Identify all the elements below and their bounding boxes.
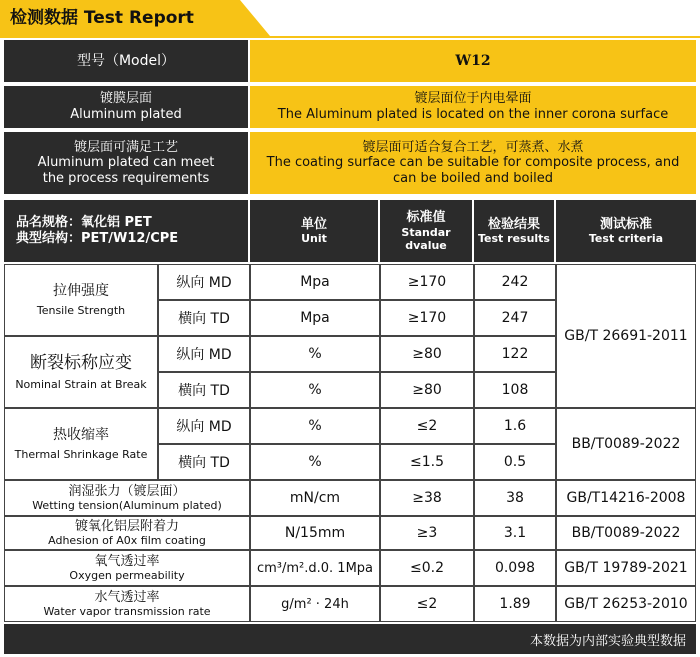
- tensile-name-cn: 拉伸强度: [53, 283, 109, 299]
- crit-header-cell: [556, 200, 696, 262]
- water-std-text: ≤2: [416, 596, 438, 612]
- water-res-text: 1.89: [499, 596, 531, 612]
- shrink-td-std-text: ≤1.5: [410, 454, 444, 470]
- water-std: [380, 586, 474, 622]
- spec-header-cell: [4, 200, 248, 262]
- adhesion-std-text: ≥3: [416, 525, 438, 541]
- tensile-md-unit: [250, 264, 380, 300]
- water-unit: [250, 586, 380, 622]
- model-value: W12: [455, 52, 491, 69]
- adhesion-unit: [250, 516, 380, 550]
- adhesion-crit-text: BB/T0089-2022: [571, 525, 681, 541]
- oxygen-name-cn: 氧气透过率: [94, 553, 160, 569]
- shrink-criteria: BB/T0089-2022: [571, 436, 681, 452]
- water-name-cell: [4, 586, 250, 622]
- std-header-cn: 标准值: [406, 210, 446, 226]
- mech-criteria-cell: [556, 264, 696, 408]
- process-value-cell: [250, 132, 696, 194]
- strain-td-unit: [250, 372, 380, 408]
- adhesion-std: [380, 516, 474, 550]
- strain-name-cell: [4, 336, 158, 408]
- wetting-name-cell: [4, 480, 250, 516]
- shrink-td-dir-text: 横向 TD: [178, 455, 230, 471]
- shrink-md-res: [474, 408, 556, 444]
- plating-value-cell: [250, 86, 696, 128]
- adhesion-res: [474, 516, 556, 550]
- strain-md-std: [380, 336, 474, 372]
- tensile-md-std: [380, 264, 474, 300]
- shrink-name-cn: 热收缩率: [53, 427, 109, 443]
- footer-bar: [4, 624, 696, 654]
- shrink-md-std-text: ≤2: [416, 418, 438, 434]
- tensile-name-en: Tensile Strength: [36, 303, 126, 317]
- shrink-td-unit: [250, 444, 380, 480]
- process-label-en-2: the process requirements: [42, 170, 210, 186]
- oxygen-crit: [556, 550, 696, 586]
- tensile-td-res-text: 247: [501, 310, 529, 326]
- footer-note: 本数据为内部实验典型数据: [529, 633, 686, 649]
- shrink-md-unit-text: %: [308, 418, 322, 434]
- page-title: 检测数据 Test Report: [10, 8, 194, 28]
- oxygen-res-text: 0.098: [494, 560, 536, 576]
- wetting-std: [380, 480, 474, 516]
- process-label-cn: 镀层面可满足工艺: [73, 139, 178, 155]
- process-value-en-1: The coating surface can be suitable for composite process, and: [266, 155, 680, 171]
- adhesion-unit-text: N/15mm: [284, 525, 346, 541]
- strain-td-unit-text: %: [308, 382, 322, 398]
- wetting-crit-text: GB/T14216-2008: [566, 490, 686, 506]
- tensile-md-res-text: 242: [501, 274, 529, 290]
- shrink-md-dir: [158, 408, 250, 444]
- wetting-name-cn: 润湿张力（镀层面）: [68, 483, 186, 499]
- res-header-cell: [474, 200, 554, 262]
- strain-md-std-text: ≥80: [412, 346, 442, 362]
- model-label-cell: [4, 40, 248, 82]
- water-name-cn: 水气透过率: [94, 589, 160, 605]
- plating-label-cell: [4, 86, 248, 128]
- std-header-en: Standar dvalue: [401, 225, 451, 252]
- tensile-td-unit-text: Mpa: [300, 310, 330, 326]
- oxygen-unit: [250, 550, 380, 586]
- tensile-md-res: [474, 264, 556, 300]
- report-header: [0, 0, 700, 36]
- shrink-td-dir: [158, 444, 250, 480]
- shrink-td-unit-text: %: [308, 454, 322, 470]
- adhesion-name-cn: 镀氧化铝层附着力: [74, 518, 179, 534]
- oxygen-crit-text: GB/T 19789-2021: [564, 560, 688, 576]
- res-header-cn: 检验结果: [487, 216, 540, 232]
- adhesion-name-en: Adhesion of A0x film coating: [48, 534, 206, 548]
- shrink-md-dir-text: 纵向 MD: [176, 419, 232, 435]
- strain-name-cn: 断裂标称应变: [30, 353, 132, 374]
- model-value-cell: [250, 40, 696, 82]
- plating-label-cn: 镀膜层面: [99, 91, 152, 107]
- wetting-crit: [556, 480, 696, 516]
- wetting-std-text: ≥38: [412, 490, 442, 506]
- wetting-unit-text: mN/cm: [289, 490, 341, 506]
- mech-criteria: GB/T 26691-2011: [564, 328, 688, 344]
- process-value-cn: 镀层面可适合复合工艺，可蒸煮、水煮: [362, 139, 584, 155]
- shrink-md-unit: [250, 408, 380, 444]
- unit-header-cell: [250, 200, 378, 262]
- tensile-md-unit-text: Mpa: [300, 274, 330, 290]
- strain-md-unit: [250, 336, 380, 372]
- process-label-en-1: Aluminum plated can meet: [37, 155, 215, 171]
- plating-value-en: The Aluminum plated is located on the inner corona surface: [277, 107, 669, 122]
- wetting-res: [474, 480, 556, 516]
- shrink-criteria-cell: [556, 408, 696, 480]
- strain-td-res-text: 108: [501, 382, 529, 398]
- unit-header-en: Unit: [301, 232, 327, 246]
- water-res: [474, 586, 556, 622]
- tensile-md-std-text: ≥170: [407, 274, 447, 290]
- adhesion-res-text: 3.1: [503, 525, 527, 541]
- water-unit-text: g/m² · 24h: [281, 596, 349, 612]
- model-label: 型号（Model）: [76, 52, 176, 69]
- shrink-name-en: Thermal Shrinkage Rate: [14, 447, 148, 461]
- process-value-en-2: can be boiled and boiled: [393, 170, 553, 186]
- tensile-td-std: [380, 300, 474, 336]
- plating-value-cn: 镀层面位于内电晕面: [414, 91, 532, 107]
- tensile-td-res: [474, 300, 556, 336]
- strain-md-res-text: 122: [501, 346, 529, 362]
- shrink-name-cell: [4, 408, 158, 480]
- adhesion-crit: [556, 516, 696, 550]
- shrink-md-std: [380, 408, 474, 444]
- tensile-td-dir: [158, 300, 250, 336]
- strain-td-res: [474, 372, 556, 408]
- strain-td-std: [380, 372, 474, 408]
- shrink-td-res-text: 0.5: [503, 454, 527, 470]
- wetting-res-text: 38: [506, 490, 524, 506]
- oxygen-unit-text: cm³/m².d.0. 1Mpa: [256, 560, 374, 576]
- shrink-td-std: [380, 444, 474, 480]
- strain-md-dir-text: 纵向 MD: [176, 347, 232, 363]
- crit-header-en: Test criteria: [588, 232, 664, 246]
- tensile-md-dir: [158, 264, 250, 300]
- adhesion-name-cell: [4, 516, 250, 550]
- strain-td-dir-text: 横向 TD: [178, 383, 230, 399]
- unit-header-cn: 单位: [300, 216, 327, 232]
- crit-header-cn: 测试标准: [599, 216, 652, 232]
- std-header-cell: [380, 200, 472, 262]
- plating-label-en: Aluminum plated: [70, 107, 182, 122]
- spec-line-2: 典型结构：PET/W12/CPE: [16, 231, 179, 246]
- tensile-td-std-text: ≥170: [407, 310, 447, 326]
- strain-md-unit-text: %: [308, 346, 322, 362]
- strain-md-dir: [158, 336, 250, 372]
- tensile-md-dir-text: 纵向 MD: [176, 275, 232, 291]
- tensile-name-cell: [4, 264, 158, 336]
- shrink-td-res: [474, 444, 556, 480]
- tensile-td-dir-text: 横向 TD: [178, 311, 230, 327]
- strain-md-res: [474, 336, 556, 372]
- oxygen-std: [380, 550, 474, 586]
- shrink-md-res-text: 1.6: [503, 418, 527, 434]
- res-header-en: Test results: [478, 232, 550, 246]
- water-name-en: Water vapor transmission rate: [43, 605, 211, 619]
- oxygen-res: [474, 550, 556, 586]
- water-crit-text: GB/T 26253-2010: [564, 596, 688, 612]
- header-rule: [0, 36, 700, 38]
- process-label-cell: [4, 132, 248, 194]
- oxygen-name-cell: [4, 550, 250, 586]
- oxygen-name-en: Oxygen permeability: [69, 569, 185, 583]
- wetting-unit: [250, 480, 380, 516]
- strain-td-dir: [158, 372, 250, 408]
- oxygen-std-text: ≤0.2: [410, 560, 444, 576]
- strain-name-en: Nominal Strain at Break: [15, 377, 147, 391]
- wetting-name-en: Wetting tension(Aluminum plated): [32, 499, 222, 513]
- tensile-td-unit: [250, 300, 380, 336]
- strain-td-std-text: ≥80: [412, 382, 442, 398]
- spec-line-1: 品名规格：氧化铝 PET: [16, 215, 152, 231]
- water-crit: [556, 586, 696, 622]
